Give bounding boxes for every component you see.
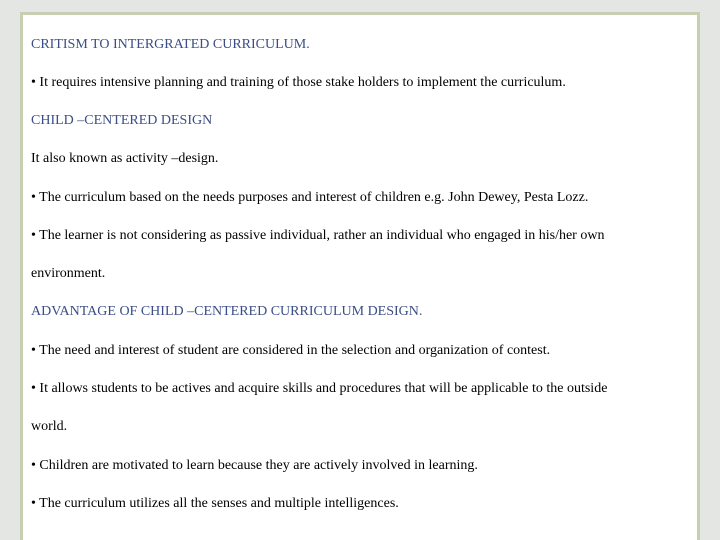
heading-advantage: ADVANTAGE OF CHILD –CENTERED CURRICULUM DESIGN.: [31, 304, 423, 319]
text-activity-design: It also known as activity –design.: [31, 151, 219, 166]
heading-critism: CRITISM TO INTERGRATED CURRICULUM.: [31, 37, 310, 52]
bullet-planning: • It requires intensive planning and training of those stake holders to implement the curriculum.: [31, 75, 566, 90]
bullet-learner: • The learner is not considering as passive individual, rather an individual who engaged in his/her own: [31, 228, 605, 243]
text-world: world.: [31, 419, 68, 434]
text-environment: environment.: [31, 266, 106, 281]
bullet-need-interest: • The need and interest of student are considered in the selection and organization of contest.: [31, 343, 551, 358]
bullet-senses: • The curriculum utilizes all the senses and multiple intelligences.: [31, 496, 399, 511]
bullet-curriculum-needs: • The curriculum based on the needs purposes and interest of children e.g. John Dewey, Pesta Lozz.: [31, 190, 589, 205]
heading-child-centered: CHILD –CENTERED DESIGN: [31, 113, 213, 128]
bullet-allows-students: • It allows students to be actives and acquire skills and procedures that will be applicable to the outside: [31, 381, 608, 396]
bullet-children-motivated: • Children are motivated to learn because they are actively involved in learning.: [31, 458, 478, 473]
